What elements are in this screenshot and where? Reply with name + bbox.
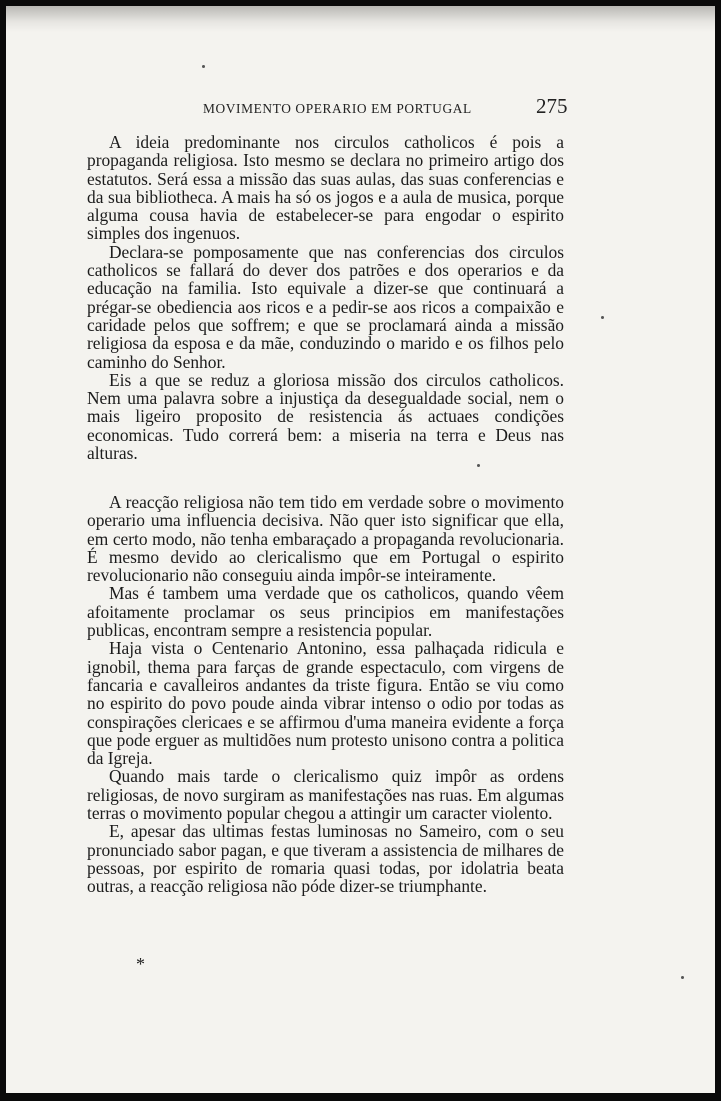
paper-speck (202, 65, 205, 68)
running-head: MOVIMENTO OPERARIO EM PORTUGAL (203, 101, 472, 116)
text-section-2 (87, 493, 564, 896)
paper-speck (681, 976, 684, 979)
page-number: 275 (536, 94, 568, 118)
paragraph: E, apesar das ultimas festas luminosas no Sameiro, com o seu pronunciado sabor pagan, e que tiveram a assistencia de milhares de pessoas, por espirito de romaria quasi todas, por idolatria beata outras, a reacção religiosa não póde dizer-se triumphante. (87, 821, 564, 897)
section-separator: * (136, 954, 145, 974)
book-page (6, 6, 715, 1093)
paragraph: Mas é tambem uma verdade que os catholicos, quando vêem afoitamente proclamar os seus principios em manifestações publicas, encontram sempre a resistencia popular. (87, 583, 564, 641)
paragraph: Declara-se pomposamente que nas conferencias dos circulos catholicos se fallará do dever dos patrões e dos operarios e da educação na familia. Isto equivale a dizer-se que continuará a prégar-se obediencia aos ricos e a pedir-se aos ricos a compaixão e caridade pelos que soffrem; e que se proclamará ainda a missão religiosa da esposa e da mãe, conduzindo o marido e os filhos pelo caminho do Senhor. (87, 241, 564, 372)
paragraph: Haja vista o Centenario Antonino, essa palhaçada ridicula e ignobil, thema para farças de grande espectaculo, com virgens de fancaria e cavalleiros andantes da triste figura. Então se viu como no espirito do povo poude ainda vibrar intenso o odio por todas as conspirações clericaes e se affirmou d'uma maneira evidente a força que pode erguer as multidões num protesto unisono contra a politica da Igreja. (87, 638, 564, 769)
text-section-1 (87, 133, 564, 462)
paragraph: A ideia predominante nos circulos catholicos é pois a propaganda religiosa. Isto mesmo se declara no primeiro artigo dos estatutos. Será essa a missão das suas aulas, das suas conferencias e da sua bibliotheca. A mais ha só os jogos e a aula de musica, porque alguma cousa havia de estabelecer-se para engodar o espirito simples dos ingenuos. (87, 132, 564, 244)
page-edge-shadow (6, 6, 715, 32)
paragraph: Quando mais tarde o clericalismo quiz impôr as ordens religiosas, de novo surgiram as manifestações nas ruas. Em algumas terras o movimento popular chegou a attingir um caracter violento. (87, 766, 564, 824)
paper-speck (477, 464, 480, 467)
paragraph: A reacção religiosa não tem tido em verdade sobre o movimento operario uma influencia decisiva. Não quer isto significar que ella, em certo modo, não tenha embaraçado a propaganda revolucionaria. É mesmo devido ao clericalismo que em Portugal o espirito revolucionario não conseguiu ainda impôr-se inteiramente. (87, 492, 564, 586)
paragraph: Eis a que se reduz a gloriosa missão dos circulos catholicos. Nem uma palavra sobre a injustiça da desegualdade social, nem o mais ligeiro proposito de resistencia ás actuaes condições economicas. Tudo correrá bem: a miseria na terra e Deus nas alturas. (87, 369, 564, 464)
paper-speck (601, 316, 604, 319)
